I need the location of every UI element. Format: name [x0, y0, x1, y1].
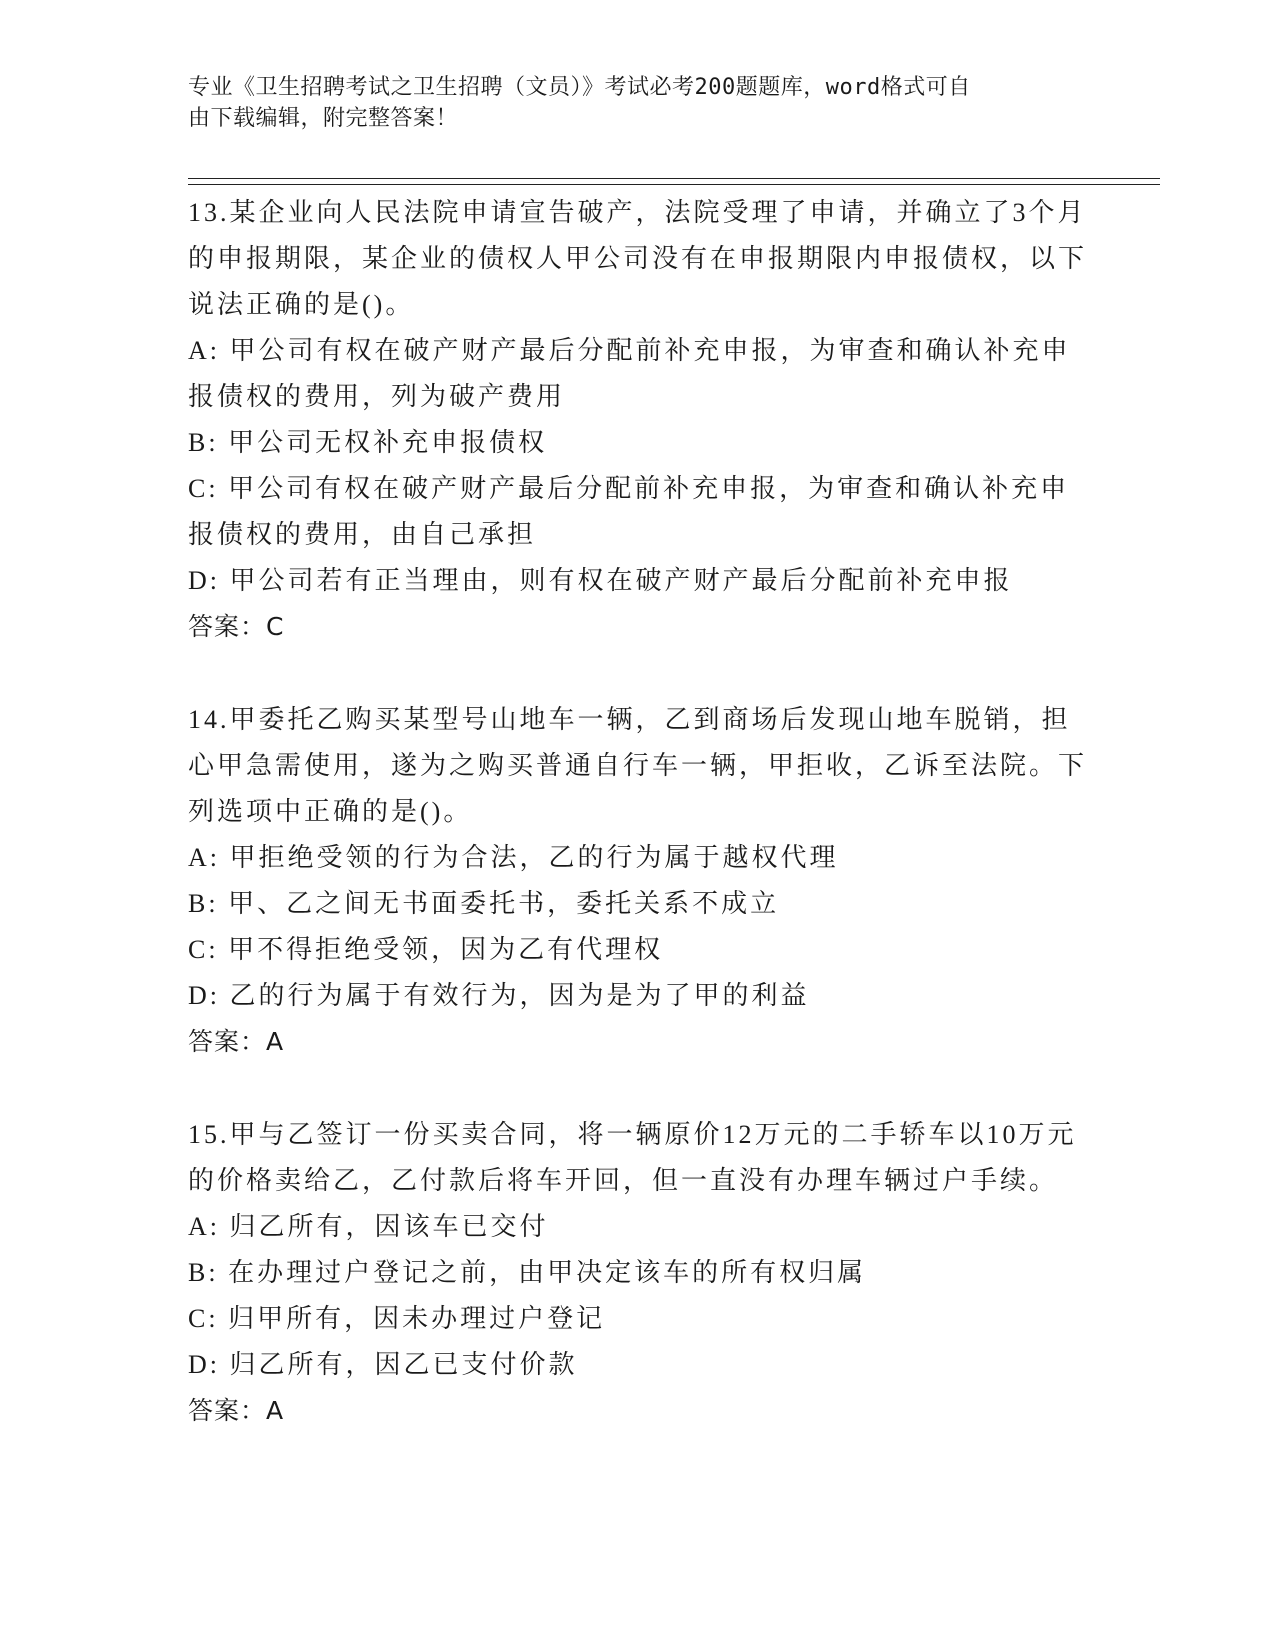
option-text: 甲公司若有正当理由，则有权在破产财产最后分配前补充申报 [229, 566, 1013, 595]
option-key: C [188, 1304, 209, 1333]
option-separator: : [209, 566, 221, 595]
option-text: 甲、乙之间无书面委托书，委托关系不成立 [228, 889, 780, 918]
option-d [188, 558, 1088, 604]
question-stem: 14.甲委托乙购买某型号山地车一辆，乙到商场后发现山地车脱销，担心甲急需使用，遂为之购买普通自行车一辆，甲拒收，乙诉至法院。下列选项中正确的是()。 [188, 705, 1088, 826]
option-key: D [188, 566, 210, 595]
option-text: 乙的行为属于有效行为，因为是为了甲的利益 [229, 981, 810, 1010]
question-13 [188, 190, 1088, 650]
option-key: A [188, 1212, 210, 1241]
answer-line: 答案：A [188, 1396, 285, 1425]
option-text: 甲公司有权在破产财产最后分配前补充申报，为审查和确认补充申报债权的费用，列为破产费用 [188, 336, 1071, 411]
option-b [188, 420, 1088, 466]
option-c [188, 927, 1088, 973]
option-a [188, 1204, 1088, 1250]
document-header [188, 72, 1088, 134]
option-key: C [188, 935, 209, 964]
option-text: 甲公司有权在破产财产最后分配前补充申报，为审查和确认补充申报债权的费用，由自己承担 [188, 474, 1070, 549]
option-key: D [188, 1350, 210, 1379]
option-separator: : [208, 889, 219, 918]
question-14 [188, 697, 1088, 1065]
answer-line: 答案：A [188, 1027, 285, 1056]
question-15 [188, 1112, 1088, 1434]
option-separator: : [209, 1212, 221, 1241]
question-stem: 13.某企业向人民法院申请宣告破产，法院受理了申请，并确立了3个月的申报期限，某企业的债权人甲公司没有在申报期限内申报债权，以下说法正确的是()。 [188, 198, 1088, 319]
option-a [188, 835, 1088, 881]
option-d [188, 1342, 1088, 1388]
option-separator: : [208, 935, 219, 964]
option-text: 归乙所有，因该车已交付 [229, 1212, 549, 1241]
option-separator: : [209, 1350, 221, 1379]
option-separator: : [209, 336, 221, 365]
option-text: 在办理过户登记之前，由甲决定该车的所有权归属 [228, 1258, 867, 1287]
option-key: A [188, 336, 210, 365]
question-list [188, 190, 1088, 1481]
header-line-1: 专业《卫生招聘考试之卫生招聘（文员）》考试必考200题题库，word格式可自 [188, 75, 971, 100]
option-c [188, 1296, 1088, 1342]
option-b [188, 1250, 1088, 1296]
option-key: D [188, 981, 210, 1010]
option-separator: : [208, 428, 219, 457]
option-key: B [188, 1258, 209, 1287]
option-separator: : [208, 1304, 219, 1333]
option-key: A [188, 843, 210, 872]
option-separator: : [208, 1258, 219, 1287]
option-b [188, 881, 1088, 927]
header-rule-top [188, 178, 1160, 179]
header-rule-bottom [188, 184, 1160, 185]
option-text: 甲公司无权补充申报债权 [228, 428, 548, 457]
header-line-2: 由下载编辑，附完整答案！ [188, 106, 459, 131]
question-stem: 15.甲与乙签订一份买卖合同，将一辆原价12万元的二手轿车以10万元的价格卖给乙，乙付款后将车开回，但一直没有办理车辆过户手续。 [188, 1120, 1077, 1195]
option-text: 甲拒绝受领的行为合法，乙的行为属于越权代理 [229, 843, 839, 872]
option-text: 甲不得拒绝受领，因为乙有代理权 [228, 935, 664, 964]
option-key: B [188, 889, 209, 918]
option-key: C [188, 474, 209, 503]
option-key: B [188, 428, 209, 457]
option-text: 归甲所有，因未办理过户登记 [228, 1304, 606, 1333]
option-separator: : [208, 474, 219, 503]
option-separator: : [209, 981, 221, 1010]
option-c [188, 466, 1088, 558]
option-d [188, 973, 1088, 1019]
option-a [188, 328, 1088, 420]
answer-line: 答案：C [188, 612, 285, 641]
option-separator: : [209, 843, 221, 872]
option-text: 归乙所有，因乙已支付价款 [229, 1350, 578, 1379]
